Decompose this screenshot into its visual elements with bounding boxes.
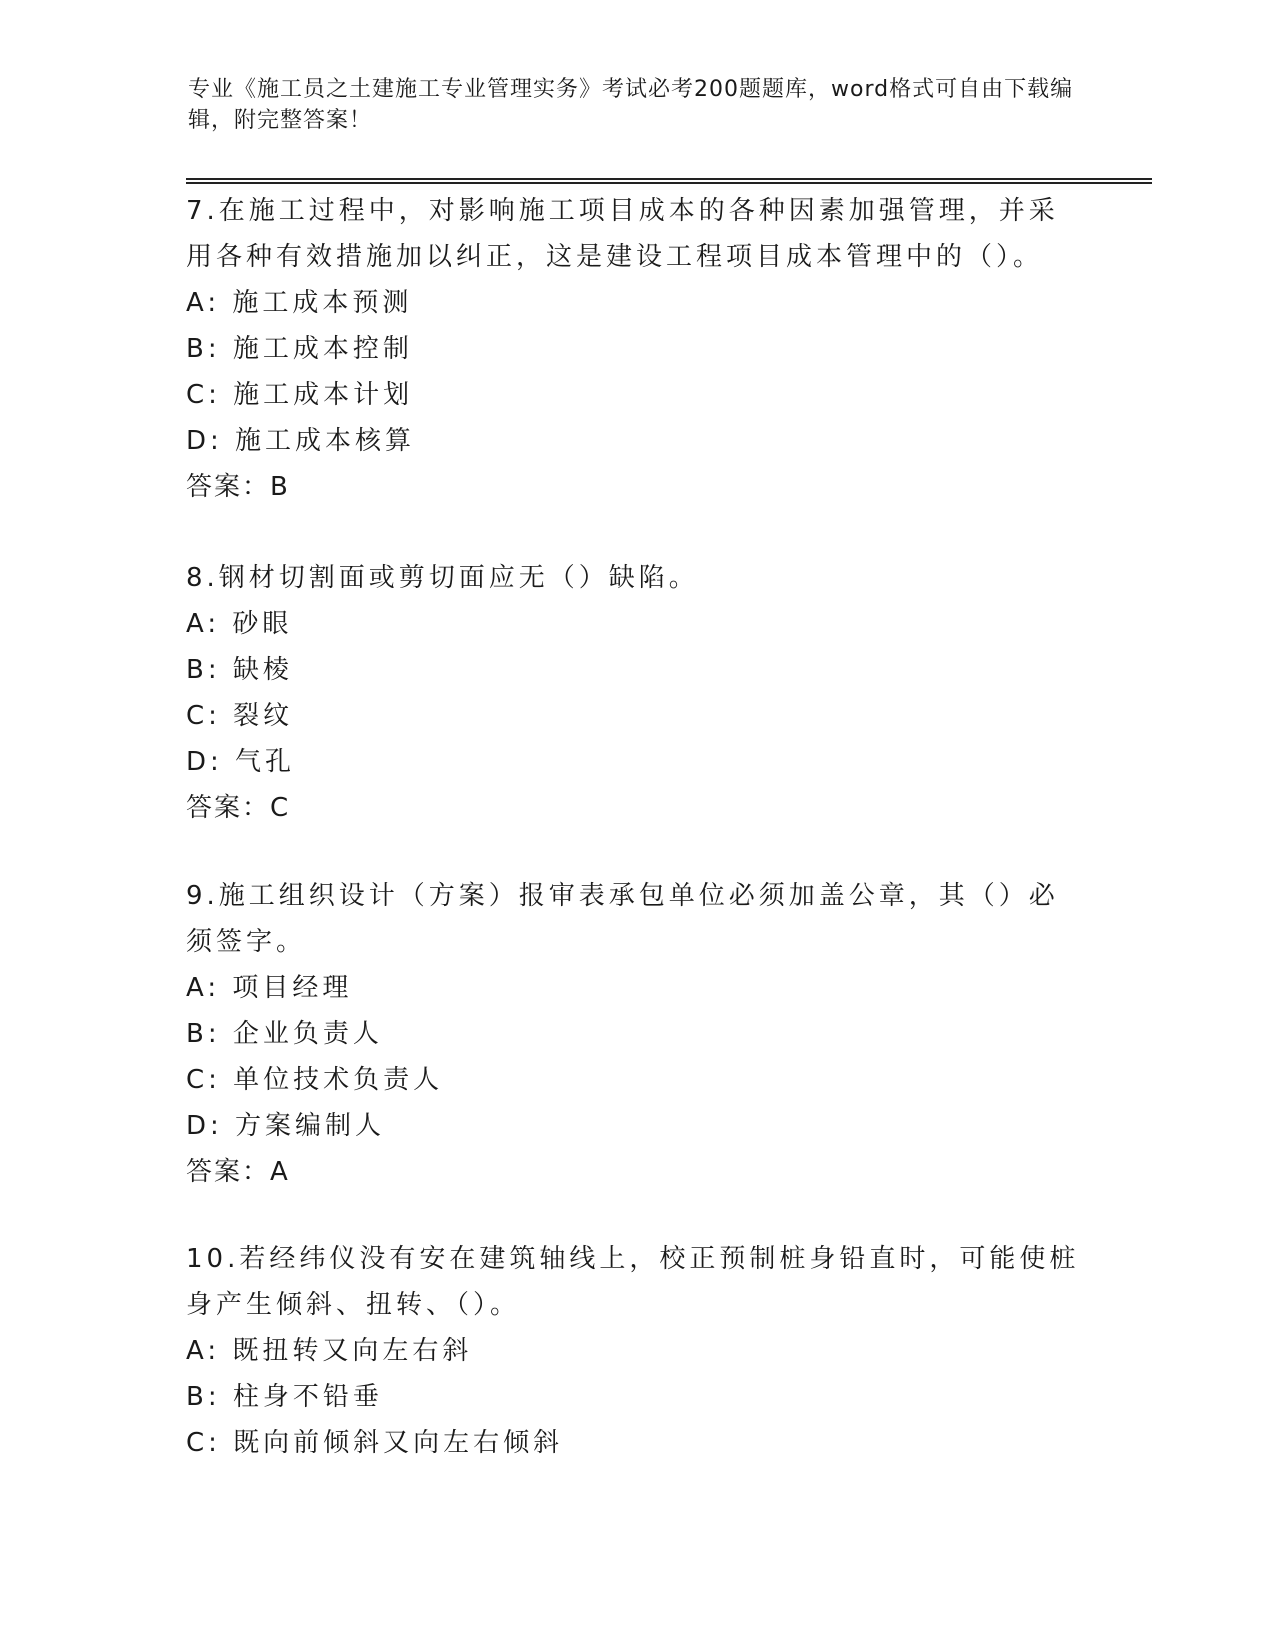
option-b: B: 柱身不铅垂 [186, 1382, 383, 1412]
option-c: C: 裂纹 [186, 701, 294, 731]
option-b: B: 缺棱 [186, 655, 293, 685]
answer: 答案：C [186, 793, 291, 823]
option-b: B: 企业负责人 [186, 1019, 383, 1049]
document-header: 专业《施工员之土建施工专业管理实务》考试必考200题题库，word格式可自由下载编辑，附完整答案！ [188, 77, 1074, 133]
option-d: D: 施工成本核算 [186, 426, 416, 456]
question-text: 10.若经纬仪没有安在建筑轴线上，校正预制桩身铅直时，可能使桩身产生倾斜、扭转、（）。 [186, 1244, 1080, 1320]
option-b: B: 施工成本控制 [186, 334, 413, 364]
question-text: 9.施工组织设计（方案）报审表承包单位必须加盖公章，其（）必须签字。 [186, 881, 1059, 957]
option-c: C: 既向前倾斜又向左右倾斜 [186, 1428, 564, 1458]
question-9 [186, 873, 1086, 1195]
option-a: A: 既扭转又向左右斜 [186, 1336, 473, 1366]
answer: 答案：A [186, 1157, 290, 1187]
question-text: 7.在施工过程中，对影响施工项目成本的各种因素加强管理，并采用各种有效措施加以纠正，这是建设工程项目成本管理中的（）。 [186, 196, 1059, 272]
question-text: 8.钢材切割面或剪切面应无（）缺陷。 [186, 563, 699, 593]
option-a: A: 项目经理 [186, 973, 353, 1003]
option-d: D: 方案编制人 [186, 1111, 386, 1141]
question-8 [186, 555, 1086, 831]
option-a: A: 施工成本预测 [186, 288, 413, 318]
question-10 [186, 1236, 1086, 1466]
answer: 答案：B [186, 472, 290, 502]
option-d: D: 气孔 [186, 747, 296, 777]
header-divider-top [186, 178, 1152, 180]
option-c: C: 施工成本计划 [186, 380, 414, 410]
option-a: A: 砂眼 [186, 609, 293, 639]
header-divider-bottom [186, 182, 1152, 184]
option-c: C: 单位技术负责人 [186, 1065, 444, 1095]
question-7 [186, 188, 1086, 510]
